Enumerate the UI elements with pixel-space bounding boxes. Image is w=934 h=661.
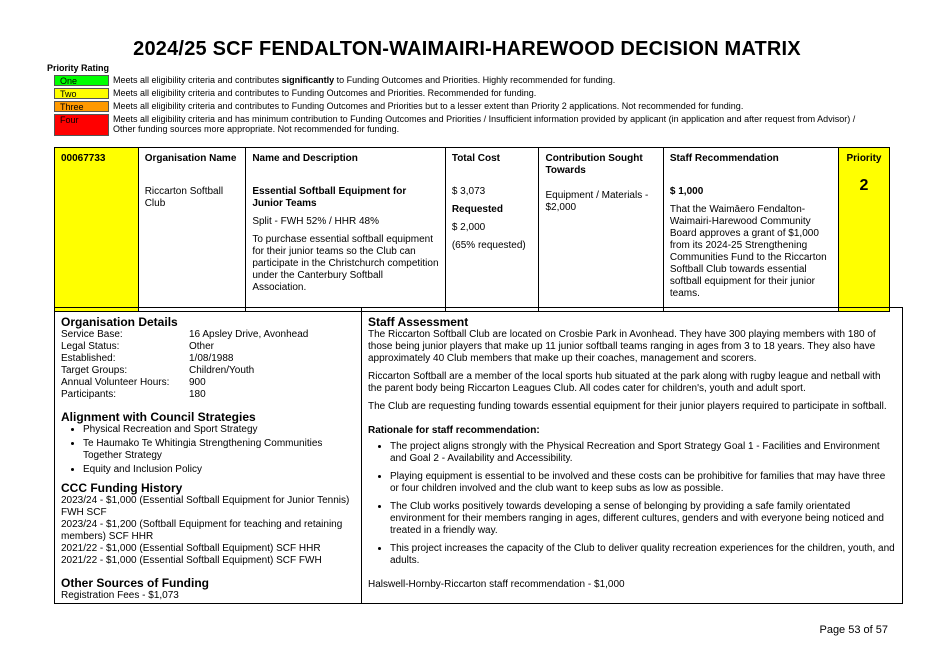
priority-cell [839, 148, 890, 312]
requested-amount: $ 2,000 [451, 222, 486, 233]
staff-assessment-heading: Staff Assessment [368, 315, 469, 329]
detail-row: Service Base: 16 Apsley Drive, Avonhead [61, 329, 309, 340]
alignment-list [61, 424, 355, 476]
list-item: • Physical Recreation and Sport Strategy [83, 424, 355, 436]
priority-swatch-three: Three [54, 101, 109, 112]
list-item: • The project aligns strongly with the Physical Recreation and Sport Strategy Goal 1 - Facilities and Environment and Goal 2 - Availability and Accessibility. [390, 441, 896, 465]
contribution-cell [539, 148, 663, 312]
rationale-list [368, 441, 896, 567]
detail-row: Established: 1/08/1988 [61, 353, 234, 364]
staff-assessment-column [362, 308, 902, 603]
details-panel [54, 307, 903, 604]
alignment-heading: Alignment with Council Strategies [61, 410, 256, 424]
history-item: 2023/24 - $1,000 (Essential Softball Equipment for Junior Tennis) FWH SCF [61, 495, 350, 518]
org-name: Riccarton Softball Club [144, 186, 224, 209]
detail-row: Participants: 180 [61, 389, 206, 400]
funding-split: Split - FWH 52% / HHR 48% [252, 216, 380, 227]
priority-header: Priority [846, 153, 882, 164]
staff-rec-amount: $ 1,000 [669, 186, 704, 197]
priority-desc-four: Meets all eligibility criteria and has minimum contribution to Funding Outcomes and Priorities / Insufficient information provided by applicant (in application and after request from Advisor) / Other funding sources more appropriate. Not recommended for funding. [113, 114, 856, 134]
organisation-cell [138, 148, 246, 312]
other-funding-heading: Other Sources of Funding [61, 576, 210, 590]
project-title: Essential Softball Equipment for Junior Teams [252, 186, 407, 209]
funding-history-heading: CCC Funding History [61, 481, 183, 495]
org-name-header: Organisation Name [144, 153, 237, 164]
priority-swatch-four: Four [54, 114, 109, 136]
priority-value: 2 [859, 177, 869, 194]
list-item: • This project increases the capacity of the Club to deliver quality recreation experiences for the children, youth, and adults. [390, 543, 896, 567]
application-id: 00067733 [61, 153, 106, 164]
list-item: • Equity and Inclusion Policy [83, 464, 355, 476]
name-description-cell [246, 148, 446, 312]
assessment-paragraph: Riccarton Softball are a member of the local sports hub situated at the park along with rugby league and netball with the parent body being Riccarton Leagues Club. All codes cater for children's, youth and adult sport. [368, 371, 881, 394]
organisation-details-column [55, 308, 362, 603]
priority-desc-one: Meets all eligibility criteria and contributes significantly to Funding Outcomes and Priorities. Highly recommended for funding. [113, 75, 616, 85]
staff-rec-header: Staff Recommendation [669, 153, 779, 164]
page-title: 2024/25 SCF FENDALTON-WAIMAIRI-HAREWOOD DECISION MATRIX [133, 38, 801, 60]
contribution-value: Equipment / Materials - $2,000 [545, 190, 649, 213]
history-item: 2021/22 - $1,000 (Essential Softball Equipment) SCF HHR [61, 543, 321, 554]
assessment-paragraph: The Club are requesting funding towards essential equipment for their junior players required to participate in softball. [368, 401, 887, 412]
priority-desc-three: Meets all eligibility criteria and contributes to Funding Outcomes and Priorities but to a lesser extent than Priority 2 applications. Not recommended for funding. [113, 101, 744, 111]
staff-recommendation-cell [663, 148, 838, 312]
detail-row: Target Groups: Children/Youth [61, 365, 255, 376]
total-cost-header: Total Cost [451, 153, 500, 164]
priority-rating-heading: Priority Rating [47, 63, 110, 73]
priority-desc-two: Meets all eligibility criteria and contributes to Funding Outcomes and Priorities. Recommended for funding. [113, 88, 537, 98]
name-desc-header: Name and Description [252, 153, 358, 164]
detail-row: Annual Volunteer Hours: 900 [61, 377, 206, 388]
project-description: To purchase essential softball equipment for their junior teams so the Club can participate in the Christchurch competition under the Canterbury Softball Association. [252, 234, 439, 293]
list-item: • The Club works positively towards developing a sense of belonging by providing a safe family orientated environment for their members ranging in ages, different cultures, genders and with everyone being noticed and treated in a friendly way. [390, 501, 896, 537]
priority-swatch-two: Two [54, 88, 109, 99]
total-cost-value: $ 3,073 [451, 186, 486, 197]
matrix-row [55, 148, 890, 312]
history-item: 2023/24 - $1,200 (Softball Equipment for teaching and retaining members) SCF HHR [61, 519, 343, 542]
detail-row: Legal Status: Other [61, 341, 215, 352]
decision-matrix-table [54, 147, 890, 312]
page-number: Page 53 of 57 [819, 624, 888, 636]
org-details-heading: Organisation Details [61, 315, 178, 329]
list-item: • Playing equipment is essential to be involved and these costs can be prohibitive for families that may have three or four children involved and the club want to keep subs as low as possible. [390, 471, 896, 495]
history-item: 2021/22 - $1,000 (Essential Softball Equipment) SCF FWH [61, 555, 322, 566]
priority-swatch-one: One [54, 75, 109, 86]
rationale-heading: Rationale for staff recommendation: [368, 425, 540, 436]
other-funding-text: Registration Fees - $1,073 [61, 590, 179, 601]
list-item: • Te Haumako Te Whitingia Strengthening Communities Together Strategy [83, 438, 355, 462]
requested-label: Requested [451, 204, 503, 215]
application-id-cell [55, 148, 139, 312]
assessment-paragraph: The Riccarton Softball Club are located on Crosbie Park in Avonhead. They have 300 playing members with 180 of those being junior players that make up 11 junior softball teams ranging in ages from 3 to 18 years. They also have approximately 40 Club members that make up their coaches, management and scorers. [368, 329, 876, 364]
assessment-footer: Halswell-Hornby-Riccarton staff recommendation - $1,000 [368, 579, 625, 590]
requested-percent: (65% requested) [451, 240, 526, 251]
contribution-header: Contribution Sought Towards [545, 153, 643, 176]
total-cost-cell [445, 148, 539, 312]
staff-rec-text: That the Waimāero Fendalton-Waimairi-Harewood Community Board approves a grant of $1,000 from its 2024-25 Strengthening Communities Fund to the Riccarton Softball Club towards essential softball equipment for their junior teams. [669, 204, 827, 299]
